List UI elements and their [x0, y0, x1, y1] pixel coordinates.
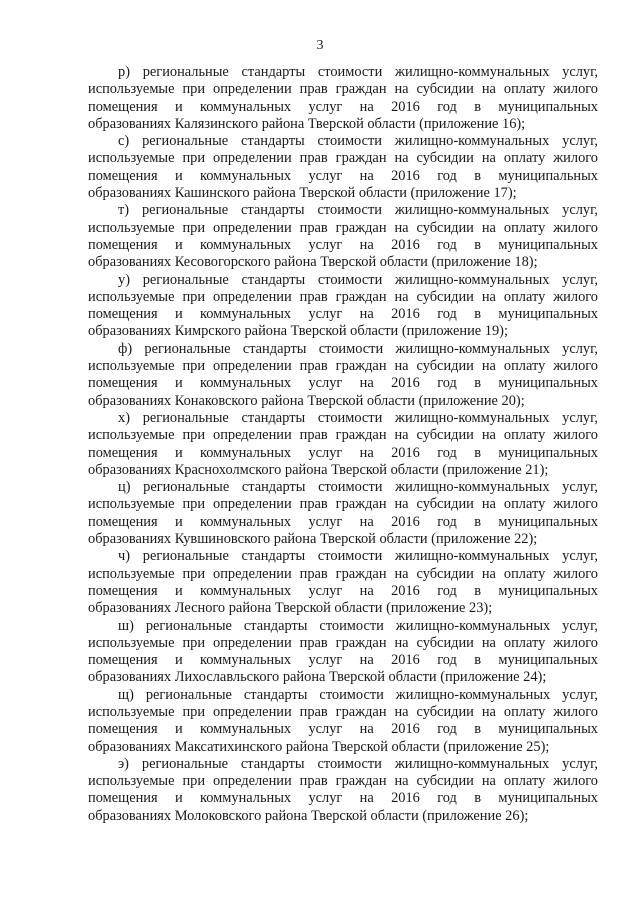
text-line: ф) региональные стандарты стоимости жилищно-коммунальных услуг, [118, 340, 598, 357]
text-line: помещения и коммунальных услуг на 2016 год в муниципальных [88, 236, 598, 253]
text-line: образованиях Краснохолмского района Тверской области (приложение 21); [88, 461, 549, 478]
text-line: образованиях Калязинского района Тверской области (приложение 16); [88, 115, 526, 132]
text-line: образованиях Кимрского района Тверской области (приложение 19); [88, 323, 508, 340]
text-line: помещения и коммунальных услуг на 2016 год в муниципальных [88, 98, 598, 115]
text-line: помещения и коммунальных услуг на 2016 год в муниципальных [88, 444, 598, 461]
document-body [88, 64, 598, 825]
text-line: помещения и коммунальных услуг на 2016 год в муниципальных [88, 790, 598, 807]
list-item-paragraph [88, 64, 598, 133]
list-item-paragraph [88, 756, 598, 825]
text-line: образованиях Конаковского района Тверской области (приложение 20); [88, 392, 525, 409]
list-item-paragraph [88, 410, 598, 479]
text-line: образованиях Кувшиновского района Тверской области (приложение 22); [88, 531, 538, 548]
list-item-paragraph [88, 548, 598, 617]
list-item-paragraph [88, 272, 598, 341]
list-item-paragraph [88, 618, 598, 687]
list-item-paragraph [88, 202, 598, 271]
text-line: помещения и коммунальных услуг на 2016 год в муниципальных [88, 721, 598, 738]
text-line: ц) региональные стандарты стоимости жилищно-коммунальных услуг, [118, 479, 598, 496]
text-line: используемые при определении прав граждан на субсидии на оплату жилого [88, 358, 598, 375]
text-line: используемые при определении прав граждан на субсидии на оплату жилого [88, 565, 598, 582]
text-line: образованиях Молоковского района Тверской области (приложение 26); [88, 807, 529, 824]
list-item-paragraph [88, 133, 598, 202]
text-line: щ) региональные стандарты стоимости жилищно-коммунальных услуг, [118, 686, 598, 703]
text-line: образованиях Максатихинского района Тверской области (приложение 25); [88, 738, 550, 755]
text-line: х) региональные стандарты стоимости жилищно-коммунальных услуг, [118, 409, 598, 426]
text-line: помещения и коммунальных услуг на 2016 год в муниципальных [88, 513, 598, 530]
text-line: образованиях Кашинского района Тверской области (приложение 17); [88, 185, 517, 202]
text-line: используемые при определении прав граждан на субсидии на оплату жилого [88, 150, 598, 167]
text-line: помещения и коммунальных услуг на 2016 год в муниципальных [88, 652, 598, 669]
text-line: образованиях Лесного района Тверской области (приложение 23); [88, 600, 493, 617]
text-line: используемые при определении прав граждан на субсидии на оплату жилого [88, 81, 598, 98]
text-line: используемые при определении прав граждан на субсидии на оплату жилого [88, 219, 598, 236]
list-item-paragraph [88, 479, 598, 548]
text-line: с) региональные стандарты стоимости жилищно-коммунальных услуг, [118, 133, 598, 150]
list-item-paragraph [88, 687, 598, 756]
text-line: помещения и коммунальных услуг на 2016 год в муниципальных [88, 306, 598, 323]
text-line: помещения и коммунальных услуг на 2016 год в муниципальных [88, 167, 598, 184]
text-line: р) региональные стандарты стоимости жилищно-коммунальных услуг, [118, 64, 598, 80]
text-line: э) региональные стандарты стоимости жилищно-коммунальных услуг, [118, 755, 598, 772]
text-line: используемые при определении прав граждан на субсидии на оплату жилого [88, 288, 598, 305]
text-line: ш) региональные стандарты стоимости жилищно-коммунальных услуг, [118, 617, 598, 634]
text-line: используемые при определении прав граждан на субсидии на оплату жилого [88, 496, 598, 513]
text-line: образованиях Лихославльского района Тверской области (приложение 24); [88, 669, 547, 686]
page-number: 3 [316, 38, 324, 53]
text-line: используемые при определении прав граждан на субсидии на оплату жилого [88, 773, 598, 790]
text-line: используемые при определении прав граждан на субсидии на оплату жилого [88, 427, 598, 444]
text-line: т) региональные стандарты стоимости жилищно-коммунальных услуг, [118, 202, 598, 219]
text-line: образованиях Кесовогорского района Тверской области (приложение 18); [88, 254, 538, 271]
text-line: помещения и коммунальных услуг на 2016 год в муниципальных [88, 375, 598, 392]
text-line: используемые при определении прав граждан на субсидии на оплату жилого [88, 703, 598, 720]
list-item-paragraph [88, 341, 598, 410]
text-line: помещения и коммунальных услуг на 2016 год в муниципальных [88, 582, 598, 599]
text-line: у) региональные стандарты стоимости жилищно-коммунальных услуг, [118, 271, 598, 288]
text-line: ч) региональные стандарты стоимости жилищно-коммунальных услуг, [118, 548, 598, 565]
text-line: используемые при определении прав граждан на субсидии на оплату жилого [88, 634, 598, 651]
